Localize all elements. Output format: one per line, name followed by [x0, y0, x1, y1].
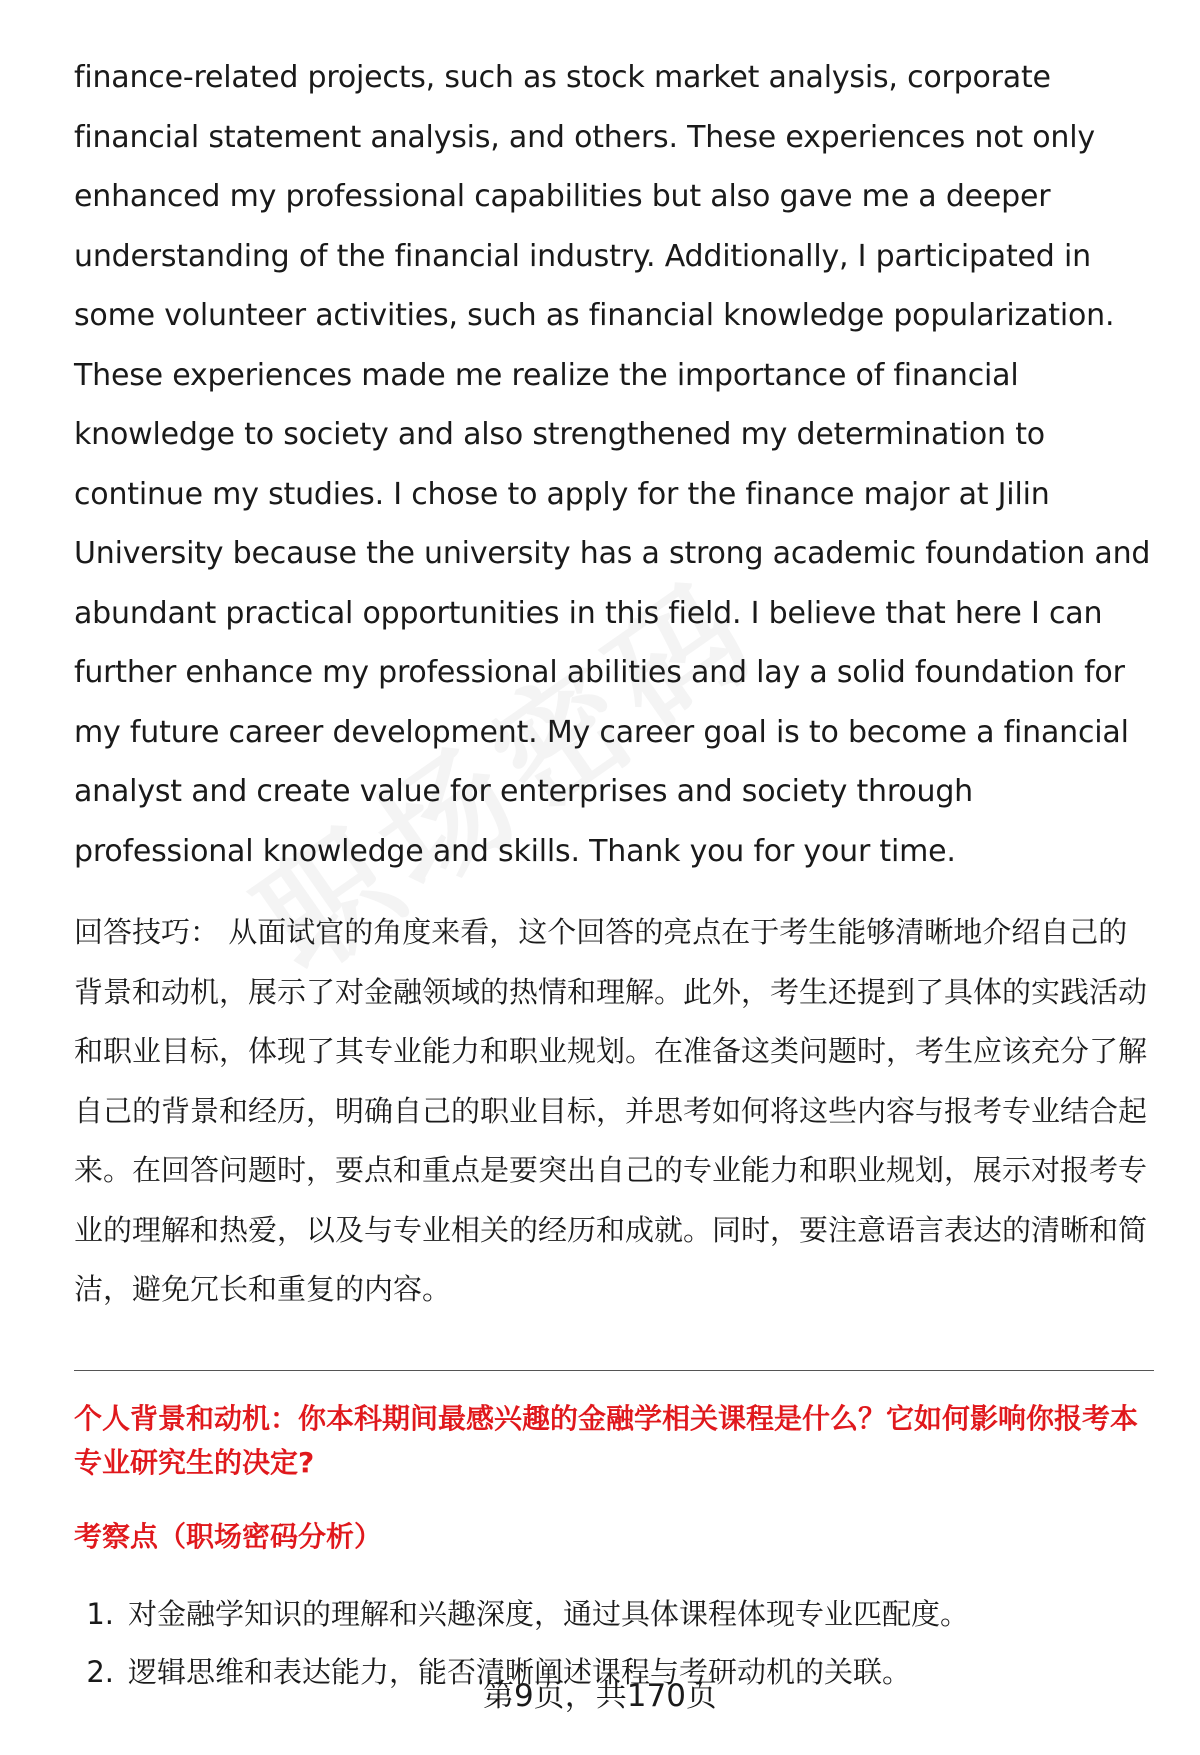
list-item-number: 1. — [86, 1596, 114, 1631]
section-divider — [74, 1370, 1154, 1371]
document-page — [74, 48, 1154, 1701]
question-heading: 个人背景和动机：你本科期间最感兴趣的金融学相关课程是什么？它如何影响你报考本专业研究生的决定? — [74, 1401, 1139, 1479]
answer-body-english: finance-related projects, such as stock market analysis, corporate financial statement analysis, and others. These experiences not only enhanced my professional capabilities but also gave me a deeper understanding of the financial industry. Additionally, I participated in some volunteer activities, such as financial knowledge popularization. These experiences made me realize the importance of financial knowledge to society and also strengthened my determination to continue my studies. I chose to apply for the finance major at Jilin University because the university has a strong academic foundation and abundant practical opportunities in this field. I believe that here I can further enhance my professional abilities and lay a solid foundation for my future career development. My career goal is to become a financial analyst and create value for enterprises and society through professional knowledge and skills. Thank you for your time. — [74, 60, 1151, 869]
list-item-number: 2. — [86, 1654, 114, 1689]
page-number-footer: 第9页，共170页 — [483, 1678, 717, 1714]
list-item-text: 逻辑思维和表达能力，能否清晰阐述课程与考研动机的关联。 — [128, 1654, 912, 1689]
answer-tips-paragraph: 回答技巧： 从面试官的角度来看，这个回答的亮点在于考生能够清晰地介绍自己的背景和动机，展示了对金融领域的热情和理解。此外，考生还提到了具体的实践活动和职业目标，体现了其专业能力和职业规划。在准备这类问题时，考生应该充分了解自己的背景和经历，明确自己的职业目标，并思考如何将这些内容与报考专业结合起来。在回答问题时，要点和重点是要突出自己的专业能力和职业规划，展示对报考专业的理解和热爱，以及与专业相关的经历和成就。同时，要注意语言表达的清晰和简洁，避免冗长和重复的内容。 — [74, 915, 1148, 1306]
assessment-points-heading: 考察点（职场密码分析） — [74, 1519, 383, 1553]
list-item — [74, 1585, 1154, 1643]
list-item-text: 对金融学知识的理解和兴趣深度，通过具体课程体现专业匹配度。 — [128, 1596, 970, 1631]
